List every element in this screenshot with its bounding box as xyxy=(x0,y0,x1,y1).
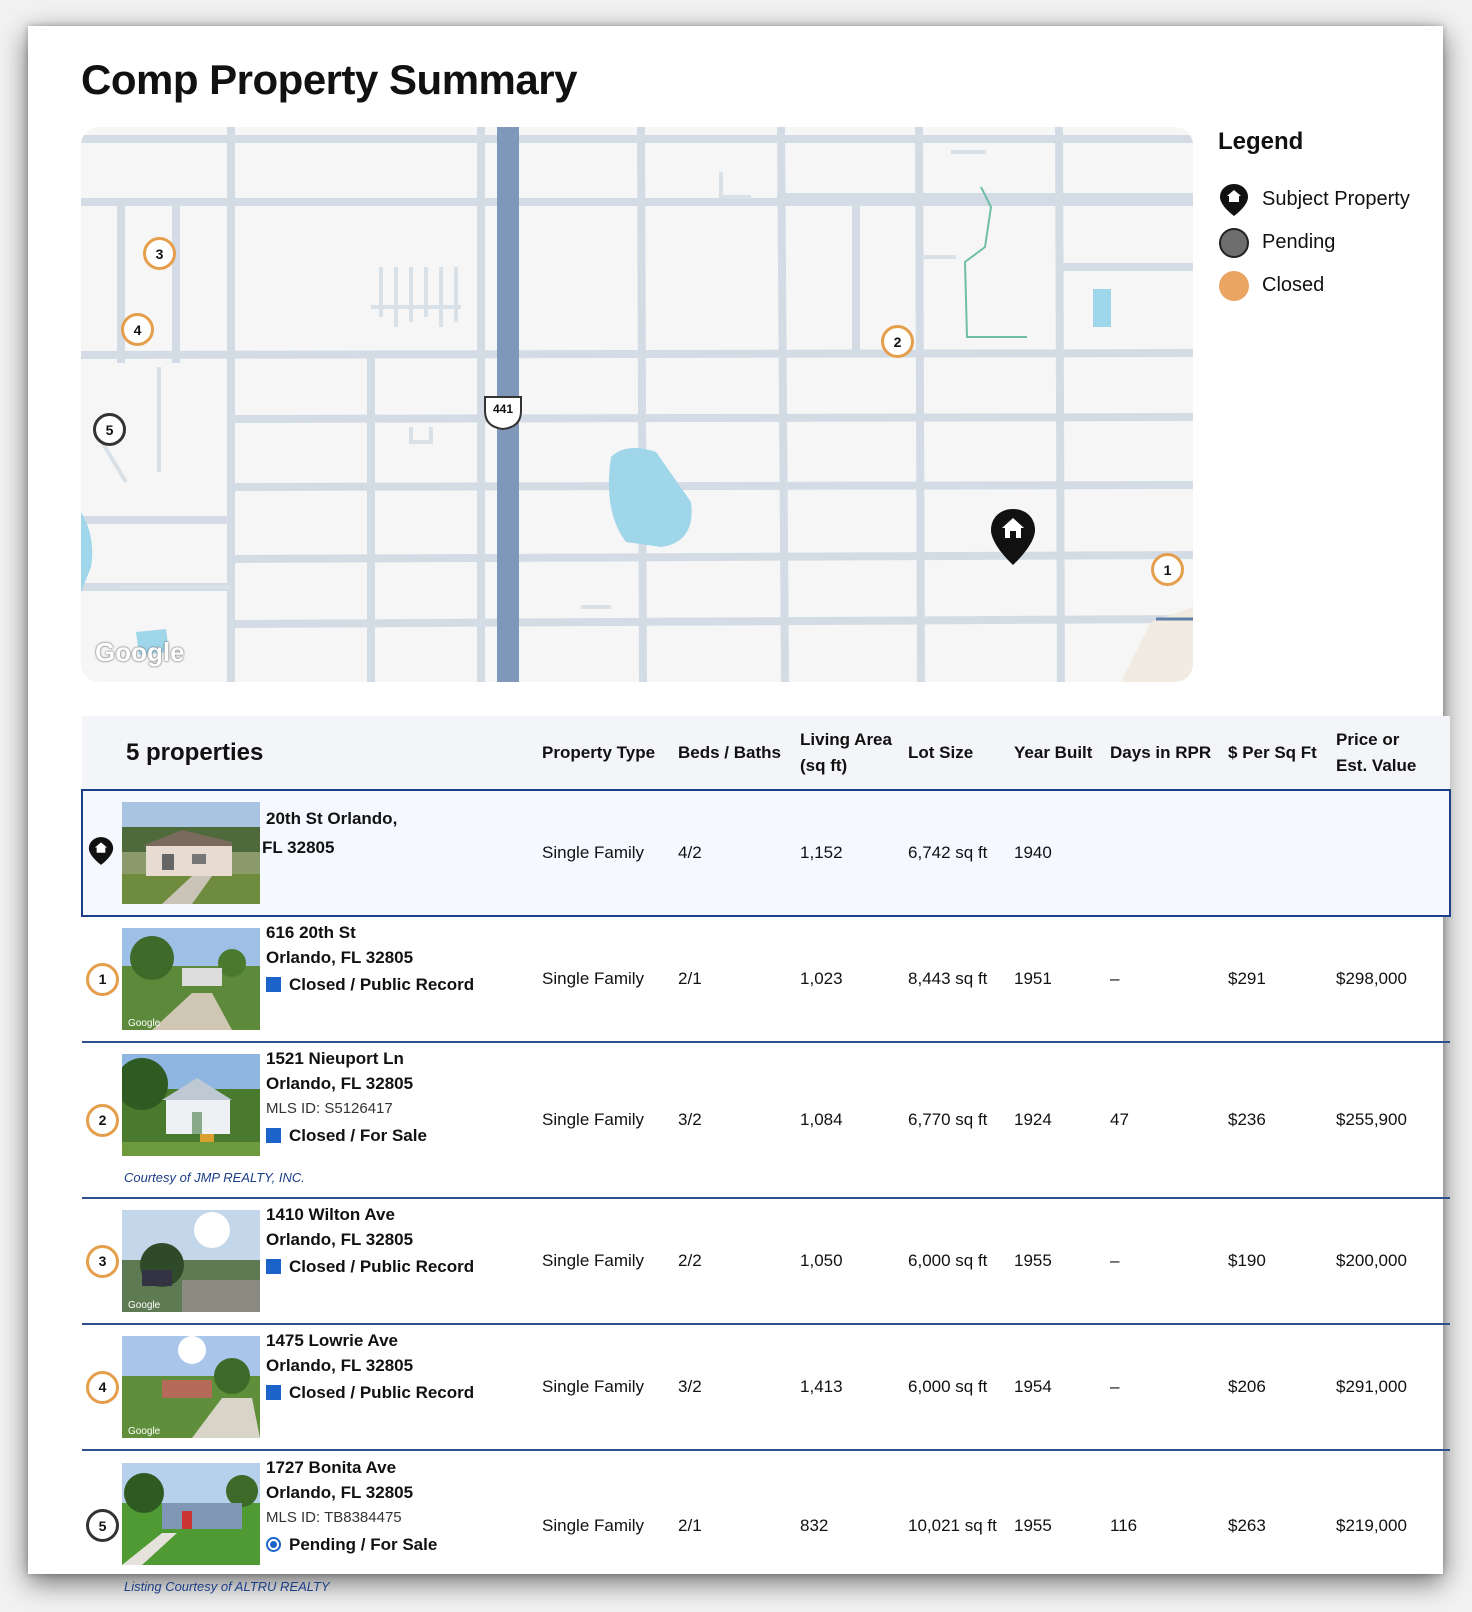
days-in-rpr: 47 xyxy=(1106,1042,1224,1198)
property-address-street[interactable]: 1475 Lowrie Ave xyxy=(266,1331,398,1350)
property-photo[interactable] xyxy=(122,1463,260,1565)
days-in-rpr xyxy=(1106,790,1224,916)
lot-size: 6,000 sq ft xyxy=(904,1324,1010,1450)
status-text: Closed / Public Record xyxy=(289,1383,475,1402)
property-address-city: Orlando, FL 32805 xyxy=(266,948,414,967)
row-marker xyxy=(82,916,118,1042)
year-built: 1951 xyxy=(1010,916,1106,1042)
living-area: 1,413 xyxy=(796,1324,904,1450)
subject-row[interactable] xyxy=(82,790,1450,916)
property-address-street[interactable]: 616 20th St xyxy=(266,923,356,942)
year-built: 1955 xyxy=(1014,1515,1052,1535)
living-area: 1,050 xyxy=(796,1198,904,1324)
map-canvas xyxy=(81,127,1193,682)
legend-item-pending xyxy=(1218,221,1458,264)
map-pin-2[interactable] xyxy=(881,325,914,358)
col-beds-baths[interactable]: Beds / Baths xyxy=(678,742,781,762)
comp-number-badge: 1 xyxy=(86,963,119,996)
comp-row-1[interactable] xyxy=(82,916,1450,1042)
map-pin-label: 5 xyxy=(105,421,114,438)
per-sq-ft: $206 xyxy=(1224,1324,1332,1450)
comps-table xyxy=(81,716,1451,1600)
property-address-city: Orlando, FL 32805 xyxy=(266,1074,414,1093)
price: $219,000 xyxy=(1336,1515,1407,1535)
comp-row-2[interactable] xyxy=(82,1042,1450,1198)
legend-item-closed xyxy=(1218,264,1458,307)
row-marker xyxy=(82,790,118,916)
property-type: Single Family xyxy=(538,1324,674,1450)
status-text: Closed / Public Record xyxy=(289,1257,475,1276)
report-page xyxy=(28,26,1443,1594)
listing-status xyxy=(266,1123,427,1148)
col-living-area-line2: (sq ft) xyxy=(800,755,848,775)
page-title: Comp Property Summary xyxy=(81,56,577,103)
beds-baths: 2/1 xyxy=(674,916,796,1042)
property-address-city: Orlando, FL 32805 xyxy=(266,1356,414,1375)
map-pin-label: 4 xyxy=(133,321,142,338)
property-address-street[interactable]: 1521 Nieuport Ln xyxy=(266,1049,404,1068)
house-pin-icon xyxy=(88,836,114,866)
col-per-sq-ft[interactable]: $ Per Sq Ft xyxy=(1228,742,1317,762)
comp-number-badge: 4 xyxy=(86,1371,119,1404)
legend-title: Legend xyxy=(1218,128,1304,155)
per-sq-ft: $236 xyxy=(1224,1042,1332,1198)
comp-row-4[interactable] xyxy=(82,1324,1450,1450)
status-text: Pending / For Sale xyxy=(289,1534,438,1554)
beds-baths: 3/2 xyxy=(674,1324,796,1450)
price: $200,000 xyxy=(1332,1198,1450,1324)
pending-dot-icon xyxy=(1219,228,1249,258)
col-living-area[interactable] xyxy=(796,716,904,790)
col-property-type[interactable]: Property Type xyxy=(542,742,656,762)
property-type: Single Family xyxy=(538,1198,674,1324)
house-pin-icon xyxy=(1218,184,1250,216)
property-photo[interactable] xyxy=(122,802,260,904)
comp-number-badge: 5 xyxy=(86,1509,119,1542)
highway-shield-label: 441 xyxy=(492,402,514,416)
property-cell xyxy=(118,790,538,916)
price: $255,900 xyxy=(1332,1042,1450,1198)
year-built: 1955 xyxy=(1010,1198,1106,1324)
legend-item-subject xyxy=(1218,178,1458,221)
legend-label: Subject Property xyxy=(1262,188,1410,210)
property-address-street[interactable]: 1727 Bonita Ave xyxy=(266,1457,397,1477)
property-address-city: FL 32805 xyxy=(262,838,335,857)
year-built: 1924 xyxy=(1010,1042,1106,1198)
col-lot-size[interactable]: Lot Size xyxy=(908,742,974,762)
col-days-in-rpr[interactable]: Days in RPR xyxy=(1110,742,1212,762)
living-area: 1,084 xyxy=(796,1042,904,1198)
col-living-area-line1: Living Area xyxy=(800,729,892,749)
property-count: 5 properties xyxy=(126,738,264,766)
property-type: Single Family xyxy=(538,790,674,916)
lot-size: 6,000 sq ft xyxy=(904,1198,1010,1324)
beds-baths: 3/2 xyxy=(674,1042,796,1198)
col-price[interactable] xyxy=(1332,716,1450,790)
property-type: Single Family xyxy=(538,916,674,1042)
subject-property-map-pin-icon[interactable] xyxy=(989,507,1037,567)
col-price-line2: Est. Value xyxy=(1336,755,1417,775)
status-square-icon xyxy=(266,1128,281,1143)
mls-id: MLS ID: TB8384475 xyxy=(266,1508,402,1526)
comp-number-badge: 2 xyxy=(86,1104,119,1137)
lot-size: 8,443 sq ft xyxy=(904,916,1010,1042)
property-cell xyxy=(118,916,538,1042)
listing-courtesy: Listing Courtesy of ALTRU REALTY xyxy=(124,1578,330,1594)
map-pin-5[interactable] xyxy=(93,413,126,446)
property-cell xyxy=(118,1324,538,1450)
svg-text:Google: Google xyxy=(128,1426,161,1437)
map-pin-4[interactable] xyxy=(121,313,154,346)
status-square-icon xyxy=(266,977,281,992)
per-sq-ft: $291 xyxy=(1224,916,1332,1042)
per-sq-ft xyxy=(1224,790,1332,916)
beds-baths: 4/2 xyxy=(674,790,796,916)
price xyxy=(1332,790,1450,916)
map-pin-label: 3 xyxy=(155,245,164,262)
comp-row-3[interactable] xyxy=(82,1198,1450,1324)
listing-courtesy: Courtesy of JMP REALTY, INC. xyxy=(124,1170,305,1185)
listing-status xyxy=(266,1254,474,1279)
status-text: Closed / Public Record xyxy=(289,975,475,994)
row-marker xyxy=(82,1042,118,1198)
property-cell xyxy=(118,1450,538,1600)
property-cell xyxy=(118,1198,538,1324)
property-photo[interactable] xyxy=(122,1054,260,1156)
property-type: Single Family xyxy=(542,1515,645,1535)
col-price-line1: Price or xyxy=(1336,729,1400,749)
days-in-rpr: – xyxy=(1106,1198,1224,1324)
lot-size: 6,742 sq ft xyxy=(904,790,1010,916)
row-marker xyxy=(82,1450,118,1600)
property-photo[interactable] xyxy=(122,928,260,1030)
property-address-city: Orlando, FL 32805 xyxy=(266,1230,414,1249)
row-marker xyxy=(82,1198,118,1324)
map-pin-label: 2 xyxy=(893,333,902,350)
row-marker xyxy=(82,1324,118,1450)
living-area: 1,023 xyxy=(796,916,904,1042)
status-radio-icon xyxy=(266,1537,281,1552)
property-address-street[interactable]: 20th St Orlando, xyxy=(266,809,398,828)
listing-status xyxy=(266,1532,437,1557)
svg-text:Google: Google xyxy=(128,1018,161,1029)
map-pin-label: 1 xyxy=(1163,561,1172,578)
col-year-built[interactable]: Year Built xyxy=(1014,742,1093,762)
per-sq-ft: $190 xyxy=(1224,1198,1332,1324)
property-cell xyxy=(118,1042,538,1198)
map-attribution: Google xyxy=(95,637,185,667)
status-square-icon xyxy=(266,1259,281,1274)
property-photo[interactable] xyxy=(122,1336,260,1438)
legend-label: Pending xyxy=(1262,231,1336,253)
property-type: Single Family xyxy=(538,1042,674,1198)
living-area: 832 xyxy=(800,1515,829,1535)
days-in-rpr: – xyxy=(1106,1324,1224,1450)
price: $298,000 xyxy=(1332,916,1450,1042)
days-in-rpr: – xyxy=(1106,916,1224,1042)
beds-baths: 2/1 xyxy=(678,1515,702,1535)
mls-id: MLS ID: S5126417 xyxy=(266,1100,393,1117)
svg-text:Google: Google xyxy=(128,1300,161,1311)
per-sq-ft: $263 xyxy=(1228,1515,1266,1535)
lot-size: 6,770 sq ft xyxy=(904,1042,1010,1198)
living-area: 1,152 xyxy=(796,790,904,916)
table-header xyxy=(82,716,1450,790)
map-pin-3[interactable] xyxy=(143,237,176,270)
property-photo[interactable] xyxy=(122,1210,260,1312)
days-in-rpr: 116 xyxy=(1110,1515,1138,1535)
comp-number-badge: 3 xyxy=(86,1245,119,1278)
status-text: Closed / For Sale xyxy=(289,1126,427,1145)
closed-dot-icon xyxy=(1219,271,1249,301)
lot-size: 10,021 sq ft xyxy=(908,1515,997,1535)
year-built: 1940 xyxy=(1010,790,1106,916)
property-address-street[interactable]: 1410 Wilton Ave xyxy=(266,1205,395,1224)
year-built: 1954 xyxy=(1010,1324,1106,1450)
property-address-city: Orlando, FL 32805 xyxy=(266,1482,414,1502)
listing-status xyxy=(266,1380,474,1405)
map-pin-1[interactable] xyxy=(1151,553,1184,586)
status-square-icon xyxy=(266,1385,281,1400)
listing-status xyxy=(266,972,474,997)
map-legend xyxy=(1218,128,1458,307)
price: $291,000 xyxy=(1332,1324,1450,1450)
legend-label: Closed xyxy=(1262,274,1325,296)
comp-map[interactable] xyxy=(81,127,1193,682)
comp-row-5[interactable] xyxy=(82,1450,1450,1600)
beds-baths: 2/2 xyxy=(674,1198,796,1324)
